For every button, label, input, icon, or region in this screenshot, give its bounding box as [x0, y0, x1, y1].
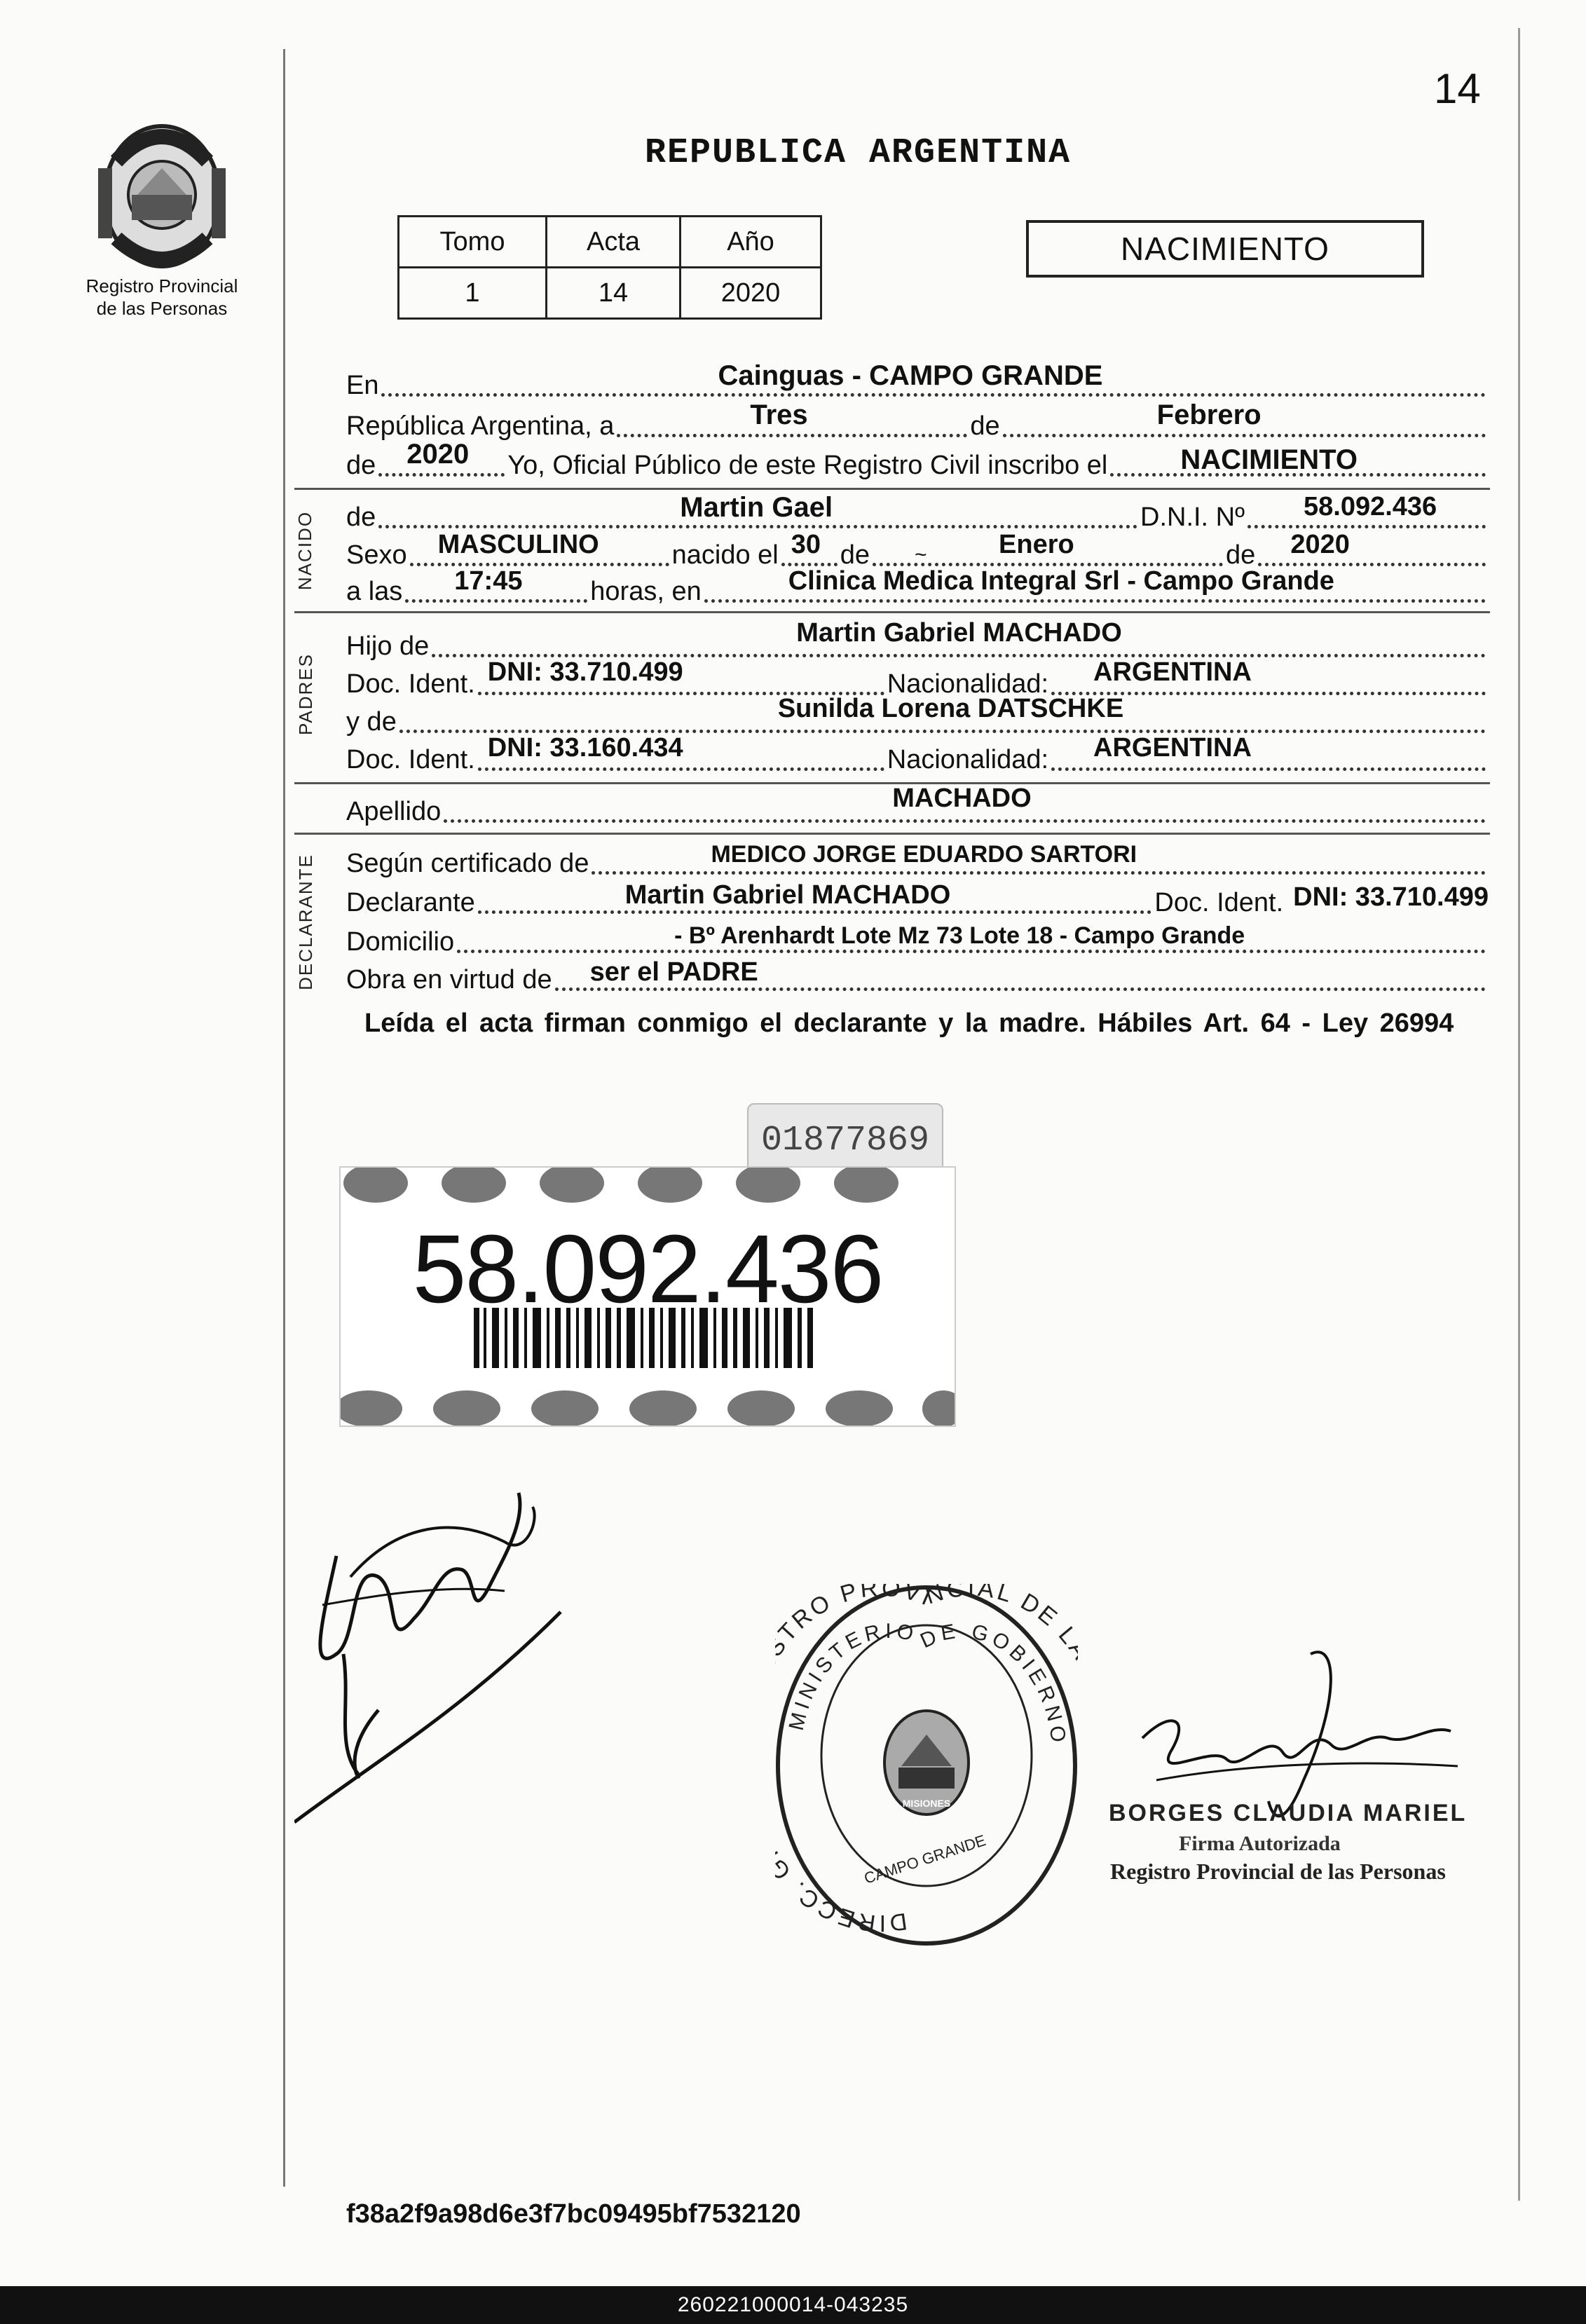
- row-fecha: [346, 399, 1489, 443]
- footer-bar: [0, 2286, 1586, 2324]
- dni-sticker: [339, 1166, 956, 1427]
- row-declarante: [346, 880, 1489, 920]
- doc-type-label: NACIMIENTO: [1121, 231, 1329, 267]
- value-hora: 17:45: [454, 566, 523, 596]
- value-madre: Sunilda Lorena DATSCHKE: [777, 694, 1124, 723]
- value-domicilio: - Bº Arenhardt Lote Mz 73 Lote 18 - Campo Grande: [674, 922, 1245, 949]
- label-segun-certificado: Según certificado de: [346, 849, 589, 878]
- doc-type-box: [1026, 220, 1424, 278]
- label-de-anio: de: [346, 451, 376, 480]
- value-nombre: Martin Gael: [680, 492, 833, 523]
- stamp-bottom-text: CAMPO GRANDE: [861, 1831, 988, 1887]
- label-domicilio: Domicilio: [346, 927, 455, 957]
- label-y-de: y de: [346, 707, 397, 737]
- right-margin-line: [1518, 28, 1520, 2201]
- register-header-tomo: Tomo: [399, 217, 547, 268]
- label-padre-doc: Doc. Ident.: [346, 669, 475, 699]
- left-margin-line: [283, 49, 285, 2187]
- label-declarante-doc: Doc. Ident.: [1154, 888, 1284, 917]
- stamp-seal-icon: [775, 1584, 1078, 1947]
- value-madre-doc: DNI: 33.160.434: [487, 733, 683, 763]
- divider-declarante-top: [294, 833, 1490, 835]
- value-nac-anio: 2020: [1290, 530, 1350, 559]
- value-declarante-doc: DNI: 33.710.499: [1293, 882, 1489, 912]
- value-lugar: Cainguas - CAMPO GRANDE: [718, 360, 1103, 391]
- logo-caption-line2: de las Personas: [96, 298, 228, 319]
- value-padre: Martin Gabriel MACHADO: [796, 618, 1122, 648]
- row-apellido: [346, 784, 1489, 828]
- value-mes-texto: Febrero: [1156, 399, 1262, 430]
- stamp-center-text: MISIONES: [902, 1798, 951, 1809]
- label-madre-doc: Doc. Ident.: [346, 745, 475, 774]
- side-label-nacido: NACIDO: [294, 510, 316, 590]
- stamp-outer-text: DIRECC. TRO PROVINCIAL DE: [775, 1584, 1065, 1937]
- logo-caption-line1: Registro Provincial: [86, 275, 238, 296]
- sticker-dni-number: 58.092.436: [412, 1215, 883, 1323]
- label-republica: República Argentina, a: [346, 411, 615, 441]
- side-label-padres: PADRES: [294, 652, 316, 735]
- value-nac-dia-mark: ~: [915, 543, 927, 566]
- row-domicilio: [346, 920, 1489, 959]
- official-stamp: [775, 1584, 1078, 1947]
- document-hash: f38a2f9a98d6e3f7bc09495bf7532120: [346, 2199, 801, 2229]
- divider-padres-top: [294, 611, 1490, 613]
- register-table: [397, 215, 822, 320]
- footer-id: 260221000014-043235: [677, 2293, 909, 2316]
- value-nac-dia: 30: [791, 530, 821, 559]
- label-sexo: Sexo: [346, 540, 407, 570]
- row-nombre: [346, 492, 1489, 534]
- register-header-anio: Año: [681, 217, 821, 268]
- register-value-tomo: 1: [399, 268, 547, 319]
- label-yo-oficial: Yo, Oficial Público de este Registro Civil inscribo el: [507, 451, 1108, 480]
- value-lugar-nac: Clinica Medica Integral Srl - Campo Grande: [788, 566, 1334, 596]
- label-padre-nac: Nacionalidad:: [887, 669, 1049, 699]
- row-anio: [346, 439, 1489, 482]
- row-madre-doc: [346, 733, 1489, 777]
- label-a-las: a las: [346, 577, 403, 606]
- value-declarante: Martin Gabriel MACHADO: [624, 880, 951, 910]
- row-certificado: [346, 841, 1489, 880]
- side-label-declarante: DECLARANTE: [294, 853, 316, 990]
- register-header-acta: Acta: [547, 217, 681, 268]
- signature-scribble-icon: [294, 1479, 575, 1843]
- province-seal-icon: [88, 112, 235, 273]
- value-acto: NACIMIENTO: [1180, 444, 1358, 475]
- row-hora: [346, 566, 1489, 608]
- label-obra: Obra en virtud de: [346, 965, 552, 994]
- label-dni: D.N.I. Nº: [1140, 503, 1245, 532]
- label-madre-nac: Nacionalidad:: [887, 745, 1049, 774]
- document-title: REPUBLICA ARGENTINA: [645, 133, 1072, 173]
- legal-note: Leída el acta firman conmigo el declarante y la madre. Hábiles Art. 64 - Ley 26994: [364, 1009, 1454, 1038]
- value-madre-nac: ARGENTINA: [1093, 733, 1252, 763]
- value-dni: 58.092.436: [1304, 492, 1437, 521]
- register-value-anio: 2020: [681, 268, 821, 319]
- row-lugar: [346, 360, 1489, 402]
- official-role: Firma Autorizada: [1179, 1832, 1341, 1855]
- official-office: Registro Provincial de las Personas: [1110, 1859, 1446, 1884]
- label-en: En: [346, 371, 379, 400]
- value-apellido: MACHADO: [892, 784, 1032, 813]
- serial-number: 01877869: [760, 1120, 930, 1161]
- label-de-nombre: de: [346, 503, 376, 532]
- value-obra: ser el PADRE: [589, 957, 758, 987]
- declarant-signature: [294, 1479, 575, 1843]
- label-nacido-el: nacido el: [671, 540, 779, 570]
- value-dia-texto: Tres: [750, 399, 808, 430]
- label-horas-en: horas, en: [590, 577, 702, 606]
- value-certificado: MEDICO JORGE EDUARDO SARTORI: [711, 841, 1137, 868]
- register-value-acta: 14: [547, 268, 681, 319]
- value-anio: 2020: [406, 439, 470, 470]
- value-nac-mes: Enero: [999, 530, 1074, 559]
- label-declarante: Declarante: [346, 888, 475, 917]
- stamp-inner-text: MINISTERIO DE GOBIERNO: [784, 1619, 1071, 1748]
- label-de-nac-anio: de: [1226, 540, 1256, 570]
- label-de-mes: de: [970, 411, 1000, 441]
- label-apellido: Apellido: [346, 797, 442, 826]
- value-sexo: MASCULINO: [437, 530, 599, 559]
- province-logo: [88, 112, 235, 273]
- row-obra: [346, 957, 1489, 997]
- logo-caption: [67, 275, 257, 320]
- label-hijo-de: Hijo de: [346, 631, 430, 661]
- value-padre-nac: ARGENTINA: [1093, 657, 1252, 687]
- divider-nacido-top: [294, 488, 1490, 490]
- label-de-nac-mes: de: [840, 540, 870, 570]
- page-number: 14: [1434, 65, 1481, 112]
- official-name: BORGES CLAUDIA MARIEL: [1109, 1800, 1468, 1826]
- value-padre-doc: DNI: 33.710.499: [487, 657, 683, 687]
